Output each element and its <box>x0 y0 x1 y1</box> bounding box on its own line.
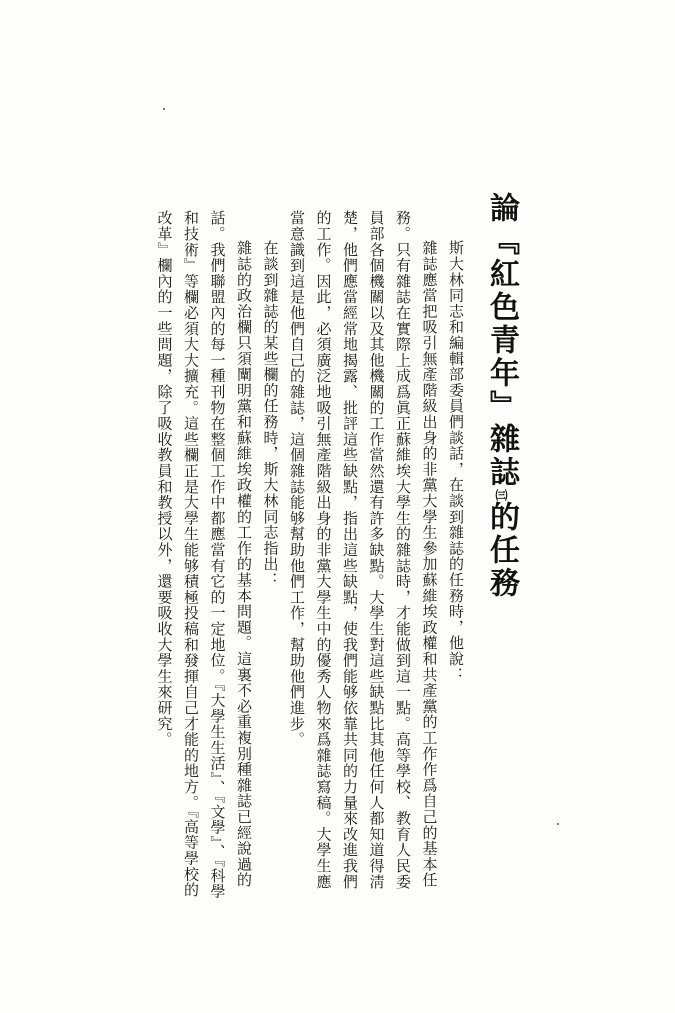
article-title <box>481 192 521 600</box>
article-body <box>151 210 469 900</box>
transition-paragraph: 在談到雜誌的某些欄的任務時，斯大林同志指出： <box>261 240 280 588</box>
quote-paragraph-1: 雜誌應當把吸引無產階級出身的非黨大學生參加蘇維埃政權和共產黨的工作作爲自己的基本任務。只有雜誌在實際上成爲眞正蘇維埃大學生的雜誌時，才能做到這一點。高等學校、教育人民委員部各個機關以及其他機關的工作當然還有許多缺點。大學生對這些缺點比其他任何人都知道得淸楚，他們應當經常地揭露、批評這些缺點，指出這些缺點，使我們能够依靠共同的力量來改進我們的工作。因此，必須廣泛地吸引無產階級出身的非黨大學生中的優秀人物來爲雜誌寫稿。大學生應當意識到這是他們自己的雜誌，這個雜誌能够幫助他們工作，幫助他們進步。 <box>288 210 439 890</box>
article-title-tail: 的任務 <box>484 501 519 600</box>
scan-speck <box>557 823 559 825</box>
intro-paragraph: 斯大林同志和編輯部委員們談話，在談到雜誌的任務時，他說： <box>447 240 465 683</box>
article-title-part-number: ㈢ <box>494 489 508 501</box>
article-title-main: 論『紅色青年』雜誌 <box>484 192 519 489</box>
quote-paragraph-2: 雜誌的政治欄只須闡明黨和蘇維埃政權的工作的基本問題。這裏不必重複別種雜誌已經說過的話。我們聯盟內的每一種刊物在整個工作中都應當有它的一定地位。『大學生生活』、『文學』、『科學和技術』等欄必須大大擴充。這些欄正是大學生能够積極投稿和發揮自己才能的地方。『高等學校的改革』欄內的一些問題，除了吸收教員和教授以外，還要吸收大學生來研究。 <box>155 210 253 900</box>
scan-speck <box>163 108 165 110</box>
